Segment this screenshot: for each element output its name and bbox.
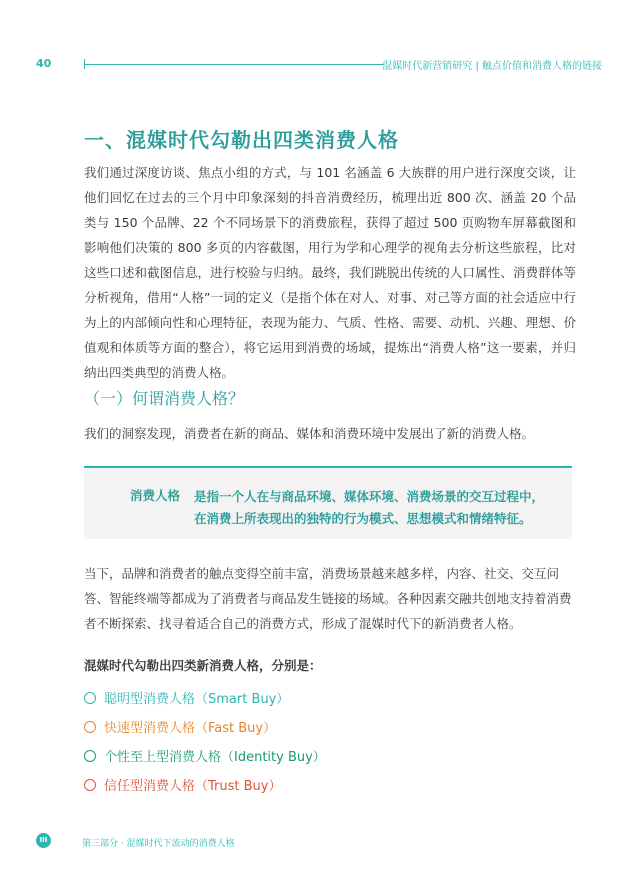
definition-line-2: 在消费上所表现出的独特的行为模式、思想模式和情绪特征。 xyxy=(194,511,532,526)
context-paragraph: 当下，品牌和消费者的触点变得空前丰富，消费场景越来越多样，内容、社交、交互问答、智能终端等都成为了消费者与商品发生链接的场域。各种因素交融共创地支持着消费者不断探索、找寻着适合自己的消费方式，形成了混媒时代下的新消费者人格。 xyxy=(84,566,572,631)
ring-icon xyxy=(84,750,96,762)
persona-item xyxy=(84,688,289,707)
definition-text xyxy=(194,486,544,530)
ring-icon xyxy=(84,721,96,733)
definition-line-1: 是指一个人在与商品环境、媒体环境、消费场景的交互过程中， xyxy=(194,489,545,504)
persona-item xyxy=(84,775,281,794)
persona-item xyxy=(84,746,326,765)
list-title: 混媒时代勾勒出四类新消费人格，分别是： xyxy=(84,658,322,673)
footer-text: 第三部分 · 混媒时代下流动的消费人格 xyxy=(82,839,235,849)
ring-icon xyxy=(84,692,96,704)
persona-label: 聪明型消费人格（Smart Buy） xyxy=(104,692,290,707)
page-number: 40 xyxy=(36,57,52,70)
definition-box xyxy=(84,466,572,539)
persona-label: 快速型消费人格（Fast Buy） xyxy=(104,721,277,736)
subsection-title: （一）何谓消费人格？ xyxy=(84,389,245,408)
ring-icon xyxy=(84,779,96,791)
section-title: 一、混媒时代勾勒出四类消费人格 xyxy=(84,128,399,152)
persona-label: 个性至上型消费人格（Identity Buy） xyxy=(104,750,326,765)
subsection-intro: 我们的洞察发现，消费者在新的商品、媒体和消费环境中发展出了新的消费人格。 xyxy=(84,426,535,441)
intro-paragraph: 我们通过深度访谈、焦点小组的方式，与 101 名涵盖 6 大族群的用户进行深度交谈，让他们回忆在过去的三个月中印象深刻的抖音消费经历，梳理出近 800 次、涵盖 20 个品类与 150 个品牌、22 个不同场景下的消费旅程，获得了超过 500 页购物车屏幕截图和影响他们决策的 800 多页的内容截图，用行为学和心理学的视角去分析这些旅程，比对这些口述和截图信息，进行校验与归纳。最终，我们跳脱出传统的人口属性、消费群体等分析视角，借用“人格”一词的定义（是指个体在对人、对事、对己等方面的社会适应中行为上的内部倾向性和心理特征，表现为能力、气质、性格、需要、动机、兴趣、理想、价值观和体质等方面的整合），将它运用到消费的场域，提炼出“消费人格”这一要素，并归纳出四类典型的消费人格。 xyxy=(84,165,576,380)
header-rule xyxy=(84,64,384,65)
running-title: 混媒时代新营销研究 | 触点价值和消费人格的链接 xyxy=(382,61,602,72)
persona-item xyxy=(84,717,276,736)
section-badge: III xyxy=(36,833,51,848)
persona-label: 信任型消费人格（Trust Buy） xyxy=(104,779,282,794)
definition-label: 消费人格 xyxy=(130,488,181,503)
